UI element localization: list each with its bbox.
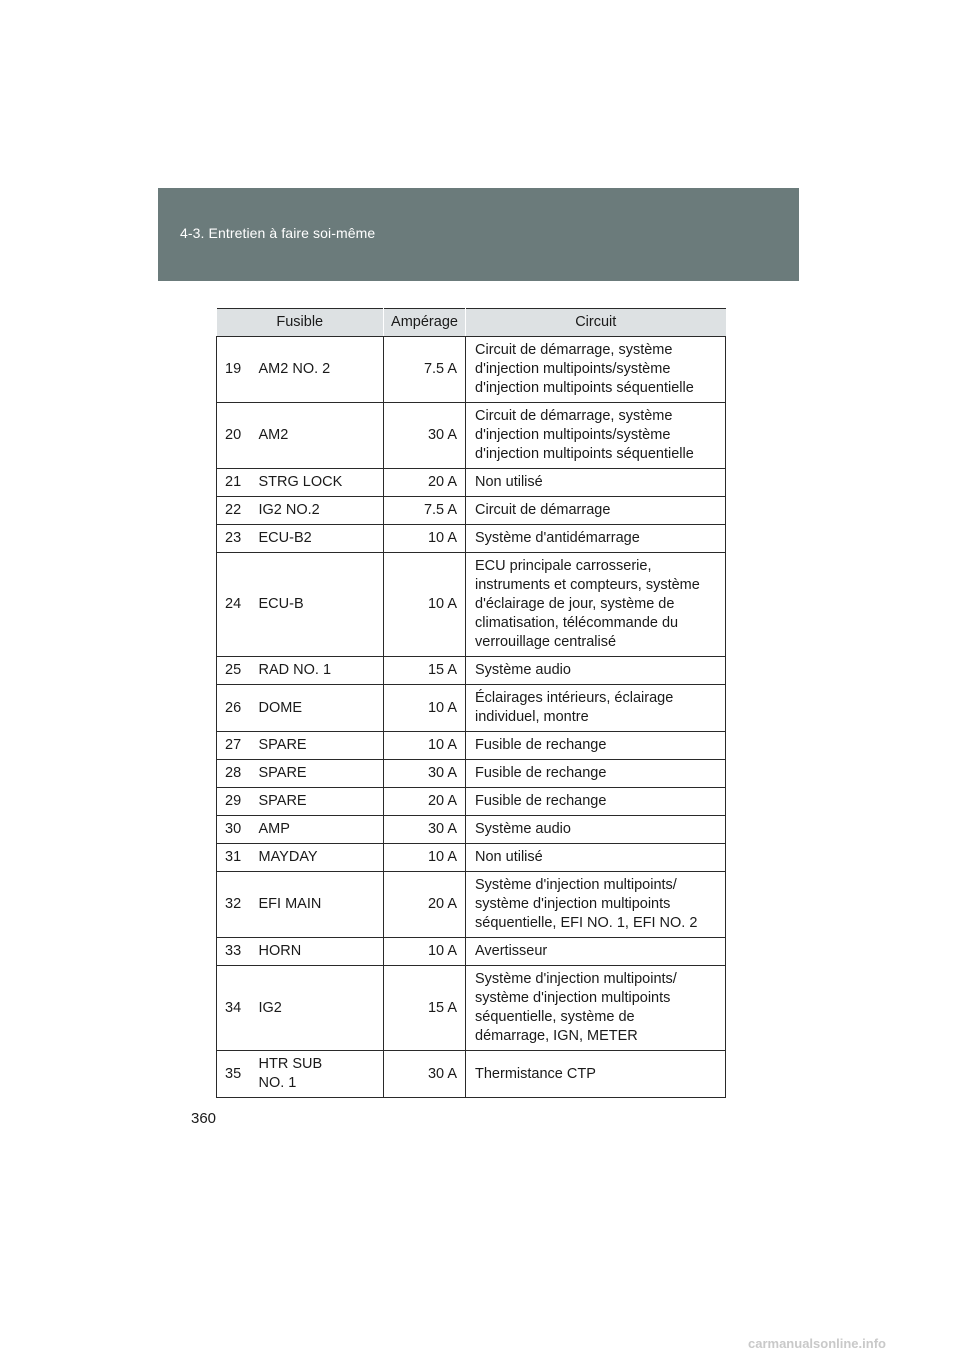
fuse-amperage-text: 20 A [427,474,457,490]
fuse-amperage [384,1051,466,1098]
fuse-circuit-text: Thermistance CTP [475,1065,596,1082]
fuse-amperage-text: 10 A [427,943,457,959]
fuse-amperage [384,553,466,657]
fuse-circuit [466,337,726,403]
fuse-name [251,657,384,685]
fuse-circuit-text: Système d'injection multipoints/ système d'injection multipoints séquentielle, système de démarrage, IGN, METER [475,971,677,1044]
fuse-amperage-text: 10 A [427,699,457,716]
fuse-amperage [384,760,466,788]
fuse-name [251,1051,384,1098]
fuse-amperage-text: 10 A [427,849,457,865]
table-row [217,966,726,1051]
fuse-circuit [466,872,726,938]
fuse-circuit-text: Fusible de rechange [475,737,607,753]
table-row [217,788,726,816]
fuse-circuit [466,525,726,553]
fuse-circuit-text: Fusible de rechange [475,765,607,781]
table-row [217,760,726,788]
fuse-number [217,966,251,1051]
fuse-number [217,760,251,788]
fuse-name-text: AMP [258,821,290,837]
fuse-amperage-text: 10 A [427,737,457,753]
fuse-name-text: AM2 [258,427,289,443]
fuse-amperage-text: 30 A [427,1065,457,1082]
fuse-name [251,844,384,872]
header-circuit: Circuit [466,309,726,337]
fuse-number-text: 29 [225,793,242,809]
fuse-amperage [384,966,466,1051]
fuse-amperage [384,657,466,685]
fuse-name-text: MAYDAY [258,849,318,865]
header-amperage: Ampérage [384,309,466,337]
table-row [217,525,726,553]
fuse-number [217,732,251,760]
fuse-name-text: SPARE [258,765,307,781]
fuse-number-text: 19 [225,361,242,377]
fuse-circuit-text: Système audio [475,821,571,837]
watermark: carmanualsonline.info [748,1336,886,1351]
fuse-name [251,788,384,816]
fuse-amperage [384,525,466,553]
fuse-table [216,308,726,1098]
fuse-amperage-text: 10 A [427,530,457,546]
fuse-amperage [384,732,466,760]
fuse-amperage [384,337,466,403]
fuse-number-text: 35 [225,1065,242,1082]
fuse-number-text: 20 [225,427,242,443]
fuse-name-text: IG2 [258,999,282,1016]
fuse-circuit-text: Non utilisé [475,474,543,490]
fuse-circuit [466,816,726,844]
fuse-circuit [466,938,726,966]
fuse-amperage-text: 7.5 A [423,361,457,377]
fuse-table-body [217,337,726,1098]
fuse-name [251,872,384,938]
fuse-amperage-text: 15 A [427,662,457,678]
fuse-name [251,337,384,403]
fuse-number [217,872,251,938]
table-row [217,732,726,760]
fuse-name-text: ECU-B2 [258,530,312,546]
fuse-circuit-text: Système d'injection multipoints/ système d'injection multipoints séquentielle, EFI NO. 1, EFI NO. 2 [475,877,698,931]
fuse-amperage [384,938,466,966]
fuse-number [217,816,251,844]
fuse-name-text: DOME [258,699,302,716]
fuse-circuit-text: Circuit de démarrage, système d'injection multipoints/système d'injection multipoints séquentielle [475,408,694,462]
fuse-name [251,760,384,788]
fuse-circuit [466,657,726,685]
fuse-name-text: SPARE [258,737,307,753]
fuse-amperage [384,844,466,872]
table-row [217,657,726,685]
fuse-number-text: 21 [225,474,242,490]
fuse-circuit-text: Avertisseur [475,943,548,959]
table-row [217,553,726,657]
fuse-amperage [384,685,466,732]
fuse-name-text: HORN [258,943,302,959]
fuse-name [251,966,384,1051]
table-row [217,938,726,966]
fuse-number [217,1051,251,1098]
fuse-circuit [466,469,726,497]
table-row [217,685,726,732]
fuse-name-text: RAD NO. 1 [258,662,332,678]
fuse-number-text: 33 [225,943,242,959]
fuse-name [251,403,384,469]
table-row [217,337,726,403]
fuse-amperage-text: 15 A [427,999,457,1016]
section-header-band [158,188,799,281]
fuse-number [217,788,251,816]
fuse-number [217,844,251,872]
fuse-circuit-text: Non utilisé [475,849,543,865]
fuse-number-text: 26 [225,699,242,716]
fuse-number-text: 22 [225,502,242,518]
fuse-name-text: EFI MAIN [258,896,322,912]
fuse-amperage-text: 20 A [427,793,457,809]
fuse-number [217,657,251,685]
fuse-amperage [384,497,466,525]
fuse-circuit [466,760,726,788]
fuse-number [217,497,251,525]
fuse-number-text: 30 [225,821,242,837]
fuse-name-text: AM2 NO. 2 [258,361,331,377]
table-row [217,844,726,872]
fuse-circuit-text: Système d'antidémarrage [475,530,640,546]
fuse-number [217,469,251,497]
fuse-circuit-text: ECU principale carrosserie, instruments et compteurs, système d'éclairage de jour, système de climatisation, télécommande du verrouillage centralisé [475,558,700,650]
fuse-name [251,732,384,760]
table-row [217,816,726,844]
table-row [217,1051,726,1098]
fuse-number-text: 23 [225,530,242,546]
fuse-amperage-text: 30 A [427,427,457,443]
fuse-name-text: SPARE [258,793,307,809]
fuse-name [251,469,384,497]
fuse-number [217,685,251,732]
fuse-amperage-text: 30 A [427,765,457,781]
fuse-circuit-text: Circuit de démarrage [475,502,611,518]
fuse-amperage-text: 10 A [427,596,457,612]
fuse-circuit-text: Circuit de démarrage, système d'injection multipoints/système d'injection multipoints séquentielle [475,342,694,396]
fuse-name-text: STRG LOCK [258,474,343,490]
fuse-name [251,816,384,844]
fuse-name [251,525,384,553]
fuse-number-text: 32 [225,896,242,912]
section-title: 4-3. Entretien à faire soi-même [180,225,376,241]
fuse-amperage-text: 30 A [427,821,457,837]
fuse-amperage [384,469,466,497]
fuse-amperage [384,788,466,816]
table-row [217,872,726,938]
fuse-amperage-text: 7.5 A [423,502,457,518]
fuse-number [217,403,251,469]
fuse-name-text: HTR SUB NO. 1 [258,1056,323,1091]
table-row [217,497,726,525]
fuse-circuit [466,497,726,525]
fuse-number-text: 25 [225,662,242,678]
fuse-name-text: IG2 NO.2 [258,502,320,518]
fuse-circuit [466,844,726,872]
fuse-amperage [384,816,466,844]
fuse-number-text: 24 [225,596,242,612]
fuse-number-text: 27 [225,737,242,753]
fuse-name [251,497,384,525]
fuse-circuit [466,1051,726,1098]
table-header-row [217,309,726,337]
fuse-amperage [384,872,466,938]
fuse-name [251,685,384,732]
fuse-circuit-text: Éclairages intérieurs, éclairage individuel, montre [475,690,674,725]
fuse-number [217,337,251,403]
fuse-circuit [466,732,726,760]
fuse-amperage [384,403,466,469]
fuse-name-text: ECU-B [258,596,304,612]
header-fuse: Fusible [217,309,384,337]
fuse-amperage-text: 20 A [427,896,457,912]
fuse-circuit [466,966,726,1051]
fuse-number-text: 31 [225,849,242,865]
fuse-circuit [466,788,726,816]
fuse-circuit [466,685,726,732]
fuse-circuit [466,553,726,657]
fuse-name [251,938,384,966]
fuse-number-text: 28 [225,765,242,781]
fuse-number-text: 34 [225,999,242,1016]
fuse-circuit-text: Système audio [475,662,571,678]
fuse-number [217,553,251,657]
table-row [217,403,726,469]
fuse-number [217,525,251,553]
fuse-name [251,553,384,657]
fuse-number [217,938,251,966]
page-number: 360 [191,1110,217,1127]
table-row [217,469,726,497]
fuse-circuit-text: Fusible de rechange [475,793,607,809]
fuse-circuit [466,403,726,469]
